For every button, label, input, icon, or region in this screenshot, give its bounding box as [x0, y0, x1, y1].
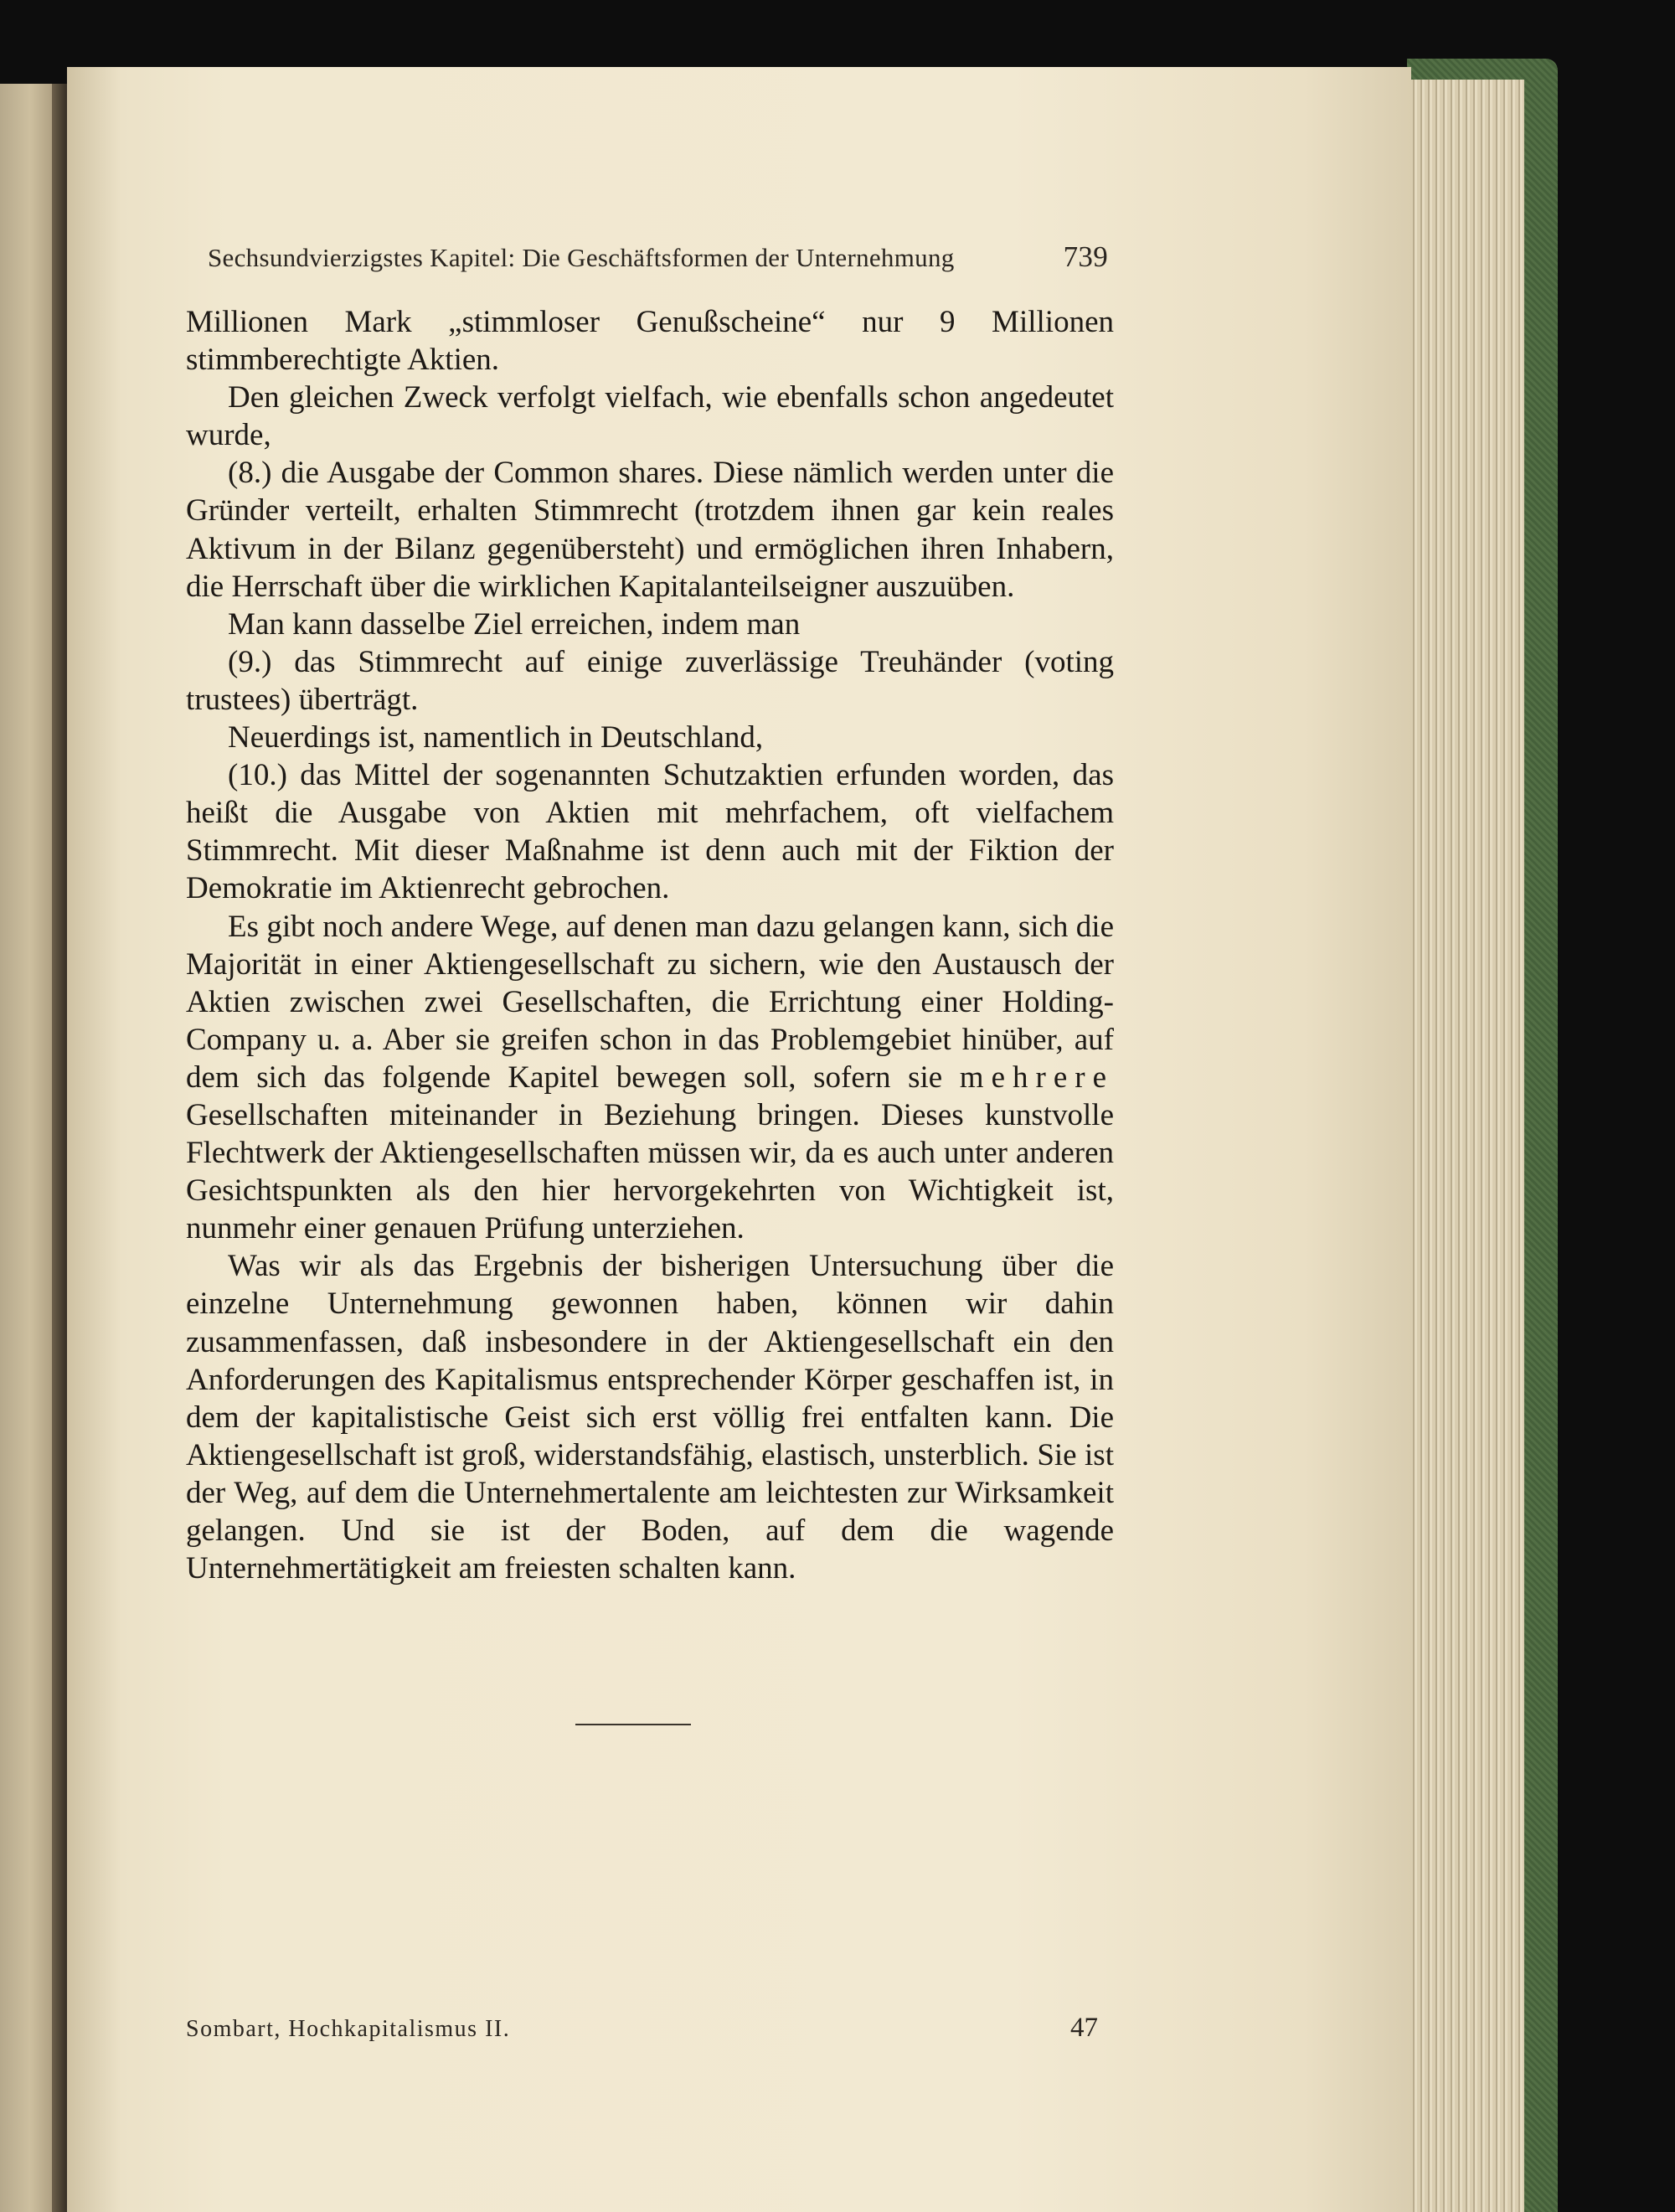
running-title: Sechsundvierzigstes Kapitel: Die Geschäftsformen der Unternehmung [208, 243, 955, 272]
paragraph: Man kann dasselbe Ziel erreichen, indem man [228, 606, 801, 642]
page-number: 739 [1063, 240, 1108, 273]
paragraph [186, 908, 1114, 1248]
paragraph: (9.) das Stimmrecht auf einige zuverlässige Treuhänder (voting trustees) überträgt. [186, 644, 1114, 717]
paragraph: Den gleichen Zweck verfolgt vielfach, wie ebenfalls schon angedeutet wurde, [186, 380, 1114, 453]
paragraph: (8.) die Ausgabe der Common shares. Diese nämlich werden unter die Gründer verteilt, erhalten Stimmrecht (trotzdem ihnen gar kein reales Aktivum in der Bilanz gegenübersteht) und ermöglichen ihren Inhabern, die Herrschaft über die wirklichen Kapitalanteilseigner auszuüben. [186, 456, 1114, 604]
footer-signature: Sombart, Hochkapitalismus II. [186, 2016, 511, 2042]
emphasized-word: mehrere [959, 1060, 1114, 1095]
paragraph-text: Es gibt noch andere Wege, auf denen man dazu gelangen kann, sich die Majorität in einer Aktiengesellschaft zu sichern, wie den Austausch der Aktien zwischen zwei Gesellschaften, die Errichtung einer Holding-Company u. a. Aber sie greifen schon in das Problemgebiet hinüber, auf dem sich das folgende Kapitel bewegen soll, sofern sie [186, 909, 1114, 1095]
section-end-rule [575, 1724, 691, 1725]
paragraph: Millionen Mark „stimmloser Genußscheine“ nur 9 Millionen stimmberechtigte Aktien. [186, 305, 1114, 378]
body-text [186, 303, 1114, 1587]
paragraph: Was wir als das Ergebnis der bisherigen Untersuchung über die einzelne Unternehmung gewonnen haben, können wir dahin zusammenfassen, daß insbesondere in der Aktiengesellschaft ein den Anforderungen des Kapitalismus entsprechender Körper geschaffen ist, in dem der kapitalistische Geist sich erst völlig frei entfalten kann. Die Aktiengesellschaft ist groß, widerstandsfähig, elastisch, unsterblich. Sie ist der Weg, auf dem die Unternehmertalente am leichtesten zur Wirksamkeit gelangen. Und sie ist der Boden, auf dem die wagende Unternehmertätigkeit am freiesten schalten kann. [186, 1249, 1114, 1586]
page-stack-edge [1394, 80, 1524, 2212]
sheet-number: 47 [1070, 2013, 1098, 2043]
running-header [208, 240, 1108, 274]
paragraph: (10.) das Mittel der sogenannten Schutzaktien erfunden worden, das heißt die Ausgabe von Aktien mit mehrfachem, oft vielfachem Stimmrecht. Mit dieser Maßnahme ist denn auch mit der Fiktion der Demokratie im Aktienrecht gebrochen. [186, 758, 1114, 906]
paragraph: Neuerdings ist, namentlich in Deutschland, [228, 720, 764, 755]
paragraph-text: Gesellschaften miteinander in Beziehung bringen. Dieses kunstvolle Flechtwerk der Aktiengesellschaften müssen wir, da es auch unter anderen Gesichtspunkten als den hier hervorgekehrten von Wichtigkeit ist, nunmehr einer genauen Prüfung unterziehen. [186, 1097, 1114, 1246]
